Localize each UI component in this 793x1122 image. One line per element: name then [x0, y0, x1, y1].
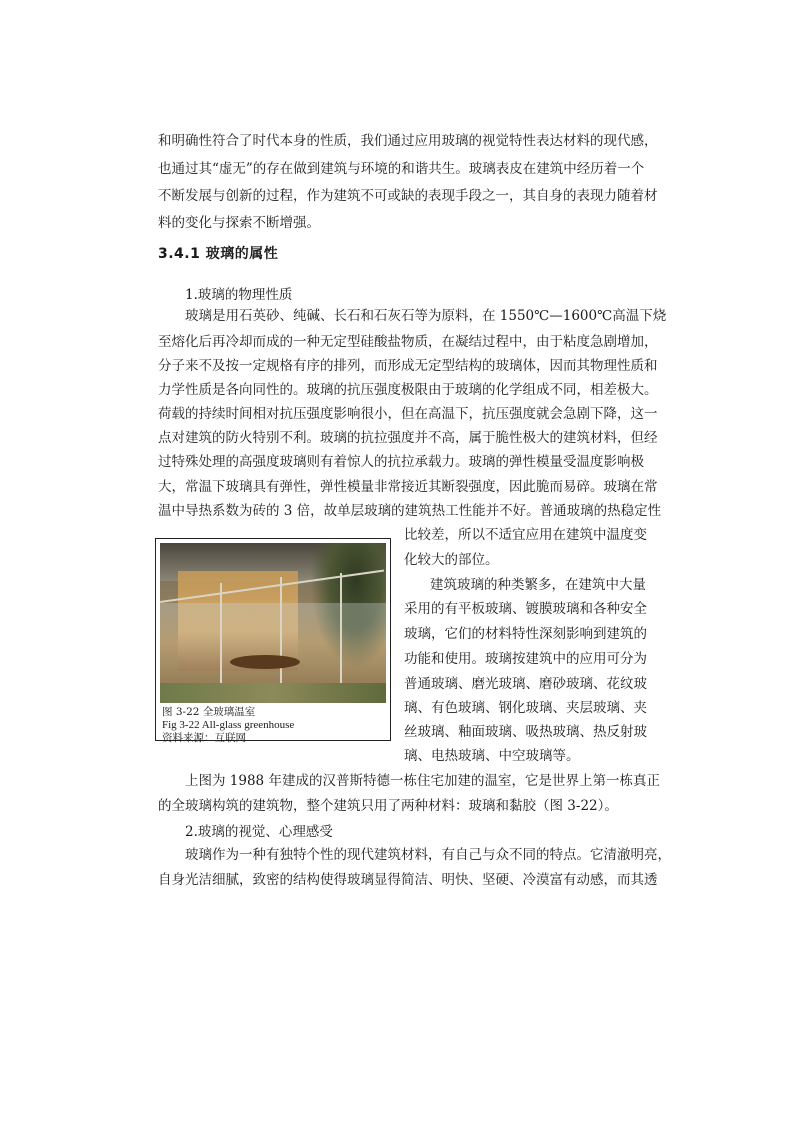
figure-greenhouse [155, 538, 391, 744]
wrap-line: 化较大的部位。 [404, 552, 499, 568]
wrap-line: 比较差，所以不适宜应用在建筑中温度变 [404, 527, 647, 543]
wrap-line: 功能和使用。玻璃按建筑中的应用可分为 [404, 651, 647, 667]
intro-line: 料的变化与探索不断增强。 [158, 215, 320, 231]
wrap-line: 丝玻璃、釉面玻璃、吸热玻璃、热反射玻 [404, 724, 647, 740]
wrap-line: 璃、电热玻璃、中空玻璃等。 [404, 748, 580, 764]
wrap-line: 普通玻璃、磨光玻璃、磨砂玻璃、花纹玻 [404, 676, 647, 692]
wrap-line: 建筑玻璃的种类繁多，在建筑中大量 [430, 577, 646, 593]
body-line: 自身光洁细腻，致密的结构使得玻璃显得简洁、明快、坚硬、冷漠富有动感，而其透 [158, 872, 658, 888]
body-line: 至熔化后再冷却而成的一种无定型硅酸盐物质，在凝结过程中，由于粘度急剧增加， [158, 334, 658, 350]
section-heading: 3.4.1 玻璃的属性 [158, 246, 279, 262]
figure-caption-en: Fig 3-22 All-glass greenhouse [162, 719, 295, 731]
figure-caption-cn: 图 3-22 全玻璃温室 [162, 706, 256, 718]
wrap-line: 玻璃，它们的材料特性深刻影响到建筑的 [404, 626, 647, 642]
body-line: 荷载的持续时间相对抗压强度影响很小，但在高温下，抗压强度就会急剧下降，这一 [158, 406, 658, 422]
figure-source: 资料来源：互联网 [162, 732, 246, 744]
body-line: 过特殊处理的高强度玻璃则有着惊人的抗拉承载力。玻璃的弹性模量受温度影响极 [158, 454, 644, 470]
body-line: 点对建筑的防火特别不利。玻璃的抗拉强度并不高，属于脆性极大的建筑材料，但经 [158, 430, 658, 446]
subheading-visual: 2.玻璃的视觉、心理感受 [185, 824, 333, 840]
body-line: 分子来不及按一定规格有序的排列，而形成无定型结构的玻璃体，因而其物理性质和 [158, 358, 658, 374]
wrap-line: 采用的有平板玻璃、镀膜玻璃和各种安全 [404, 601, 647, 617]
body-line: 力学性质是各向同性的。玻璃的抗压强度极限由于玻璃的化学组成不同，相差极大。 [158, 382, 658, 398]
body-line: 大，常温下玻璃具有弹性，弹性模量非常接近其断裂强度，因此脆而易碎。玻璃在常 [158, 479, 658, 495]
body-line: 温中导热系数为砖的 3 倍，故单层玻璃的建筑热工性能并不好。普通玻璃的热稳定性 [158, 503, 662, 519]
body-line: 上图为 1988 年建成的汉普斯特德一栋住宅加建的温室，它是世界上第一栋真正 [185, 773, 660, 789]
greenhouse-photo [160, 543, 386, 703]
intro-line: 也通过其“虚无”的存在做到建筑与环境的和谐共生。玻璃表皮在建筑中经历着一个 [158, 161, 645, 177]
body-line: 的全玻璃构筑的建筑物，整个建筑只用了两种材料：玻璃和黏胶（图 3-22）。 [158, 798, 618, 814]
body-line: 玻璃作为一种有独特个性的现代建筑材料，有自己与众不同的特点。它清澈明亮， [185, 847, 671, 863]
subheading-physical: 1.玻璃的物理性质 [185, 287, 293, 303]
body-line: 玻璃是用石英砂、纯碱、长石和石灰石等为原料，在 1550℃—1600℃高温下烧 [185, 308, 667, 324]
intro-line: 不断发展与创新的过程，作为建筑不可或缺的表现手段之一，其自身的表现力随着材 [158, 188, 658, 204]
intro-line: 和明确性符合了时代本身的性质，我们通过应用玻璃的视觉特性表达材料的现代感， [158, 133, 658, 149]
wrap-line: 璃、有色玻璃、钢化玻璃、夹层玻璃、夹 [404, 700, 647, 716]
